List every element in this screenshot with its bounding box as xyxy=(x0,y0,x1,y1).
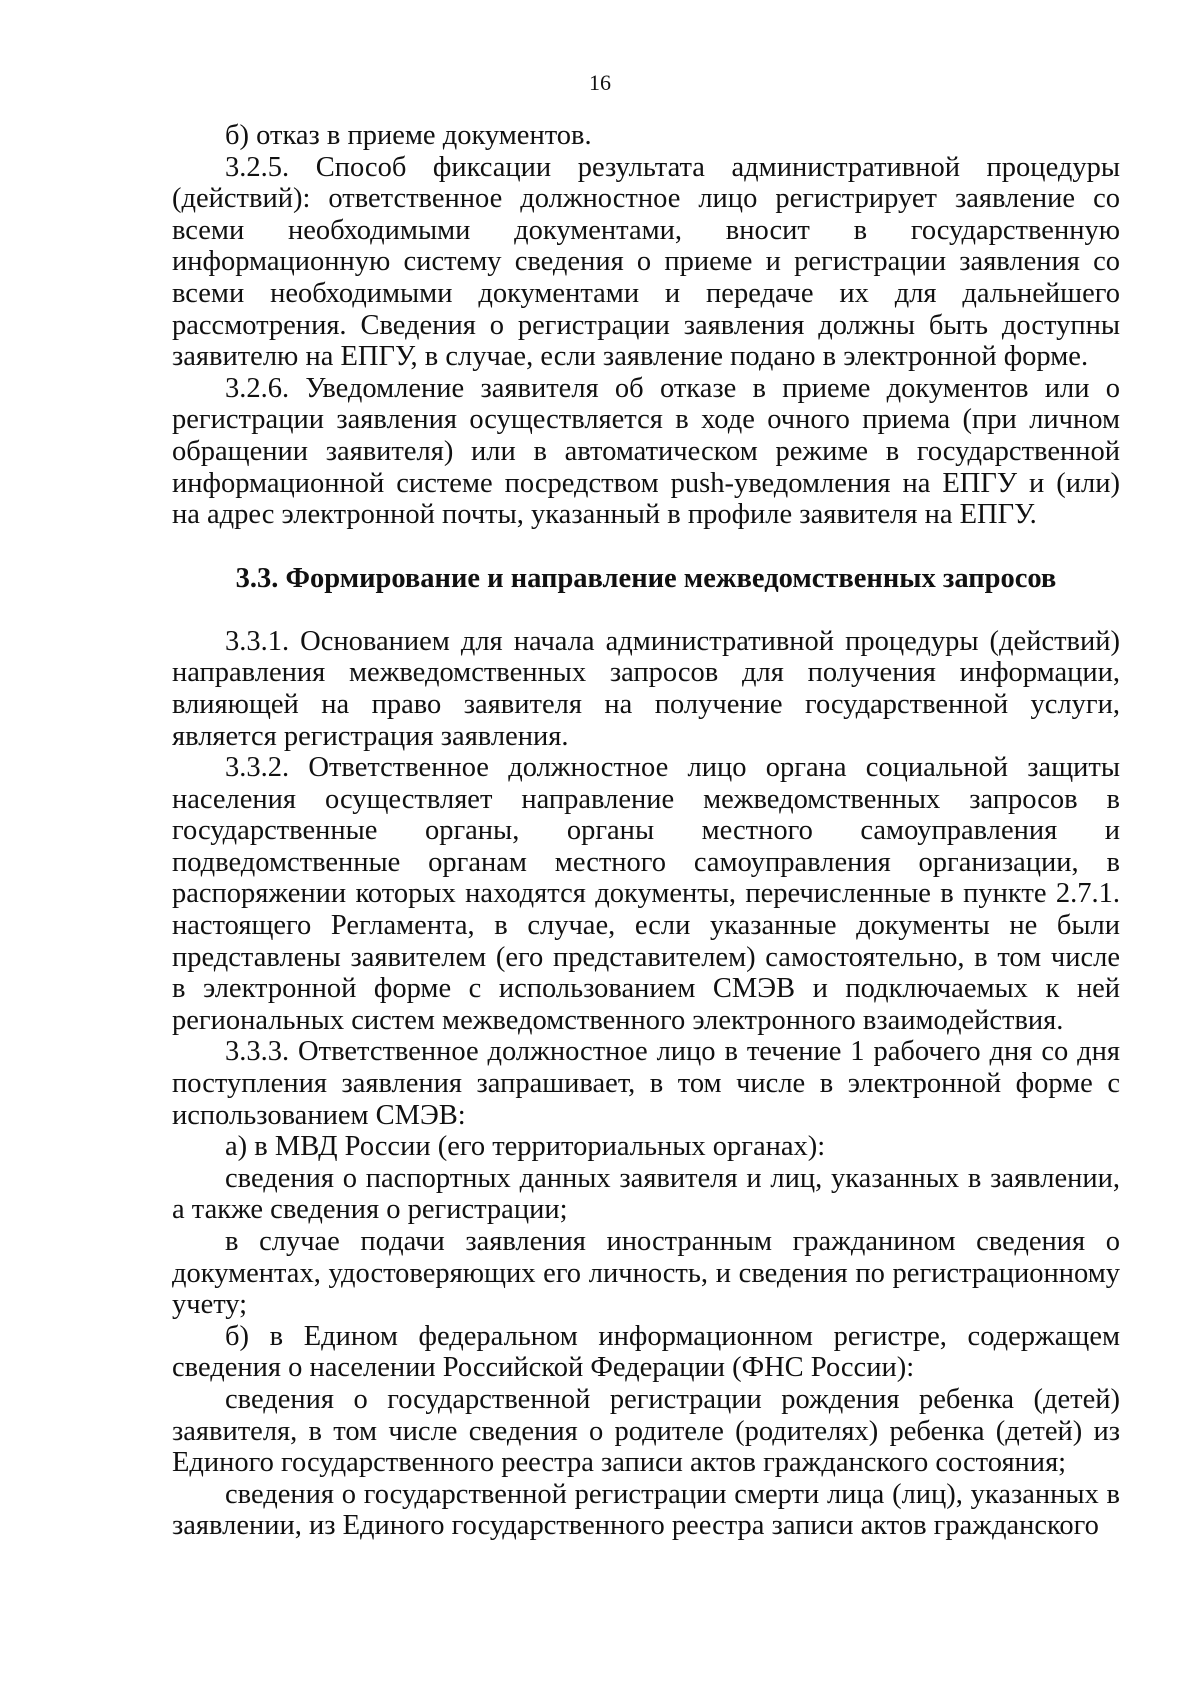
document-body xyxy=(172,120,1120,1542)
paragraph-death-registration: сведения о государственной регистрации смерти лица (лиц), указанных в заявлении, из Единого государственного реестра записи актов гражданского xyxy=(172,1478,1120,1542)
paragraph-3-3-3: 3.3.3. Ответственное должностное лицо в течение 1 рабочего дня со дня поступления заявления запрашивает, в том числе в электронной форме с использованием СМЭВ: xyxy=(172,1036,1120,1131)
paragraph-refusal: б) отказ в приеме документов. xyxy=(225,120,592,151)
paragraph-3-3-2: 3.3.2. Ответственное должностное лицо органа социальной защиты населения осуществляет направление межведомственных запросов в государственные органы, органы местного самоуправления и подведомственные органам местного самоуправления организации, в распоряжении которых находятся документы, перечисленные в пункте 2.7.1. настоящего Регламента, в случае, если указанные документы не были представлены заявителем (его представителем) самостоятельно, в том числе в электронной форме с использованием СМЭВ и подключаемых к ней региональных систем межведомственного электронного взаимодействия. xyxy=(172,752,1120,1036)
paragraph-item-b: б) в Едином федеральном информационном регистре, содержащем сведения о населении Российской Федерации (ФНС России): xyxy=(172,1320,1120,1384)
section-heading-3-3: 3.3. Формирование и направление межведомственных запросов xyxy=(235,562,1057,594)
paragraph-passport-data: сведения о паспортных данных заявителя и лиц, указанных в заявлении, а также сведения о регистрации; xyxy=(172,1162,1120,1226)
paragraph-item-a: а) в МВД России (его территориальных органах): xyxy=(225,1131,826,1163)
page-number: 16 xyxy=(589,70,611,95)
paragraph-birth-registration: сведения о государственной регистрации рождения ребенка (детей) заявителя, в том числе сведения о родителе (родителях) ребенка (детей) из Единого государственного реестра записи актов гражданского состояния; xyxy=(172,1383,1120,1479)
paragraph-3-2-5: 3.2.5. Способ фиксации результата административной процедуры (действий): ответственное должностное лицо регистрирует заявление со всеми необходимыми документами, вносит в государственную информационную систему сведения о приеме и регистрации заявления со всеми необходимыми документами и передаче их для дальнейшего рассмотрения. Сведения о регистрации заявления должны быть доступны заявителю на ЕПГУ, в случае, если заявление подано в электронной форме. xyxy=(172,151,1120,373)
paragraph-3-2-6: 3.2.6. Уведомление заявителя об отказе в приеме документов или о регистрации заявления осуществляется в ходе очного приема (при личном обращении заявителя) или в автоматическом режиме в государственной информационной системе посредством push-уведомления на ЕПГУ и (или) на адрес электронной почты, указанный в профиле заявителя на ЕПГУ. xyxy=(172,372,1120,531)
paragraph-3-3-1: 3.3.1. Основанием для начала административной процедуры (действий) направления межведомственных запросов для получения информации, влияющей на право заявителя на получение государственной услуги, является регистрация заявления. xyxy=(172,625,1120,752)
paragraph-foreign-citizen: в случае подачи заявления иностранным гражданином сведения о документах, удостоверяющих его личность, и сведения по регистрационному учету; xyxy=(172,1226,1120,1321)
